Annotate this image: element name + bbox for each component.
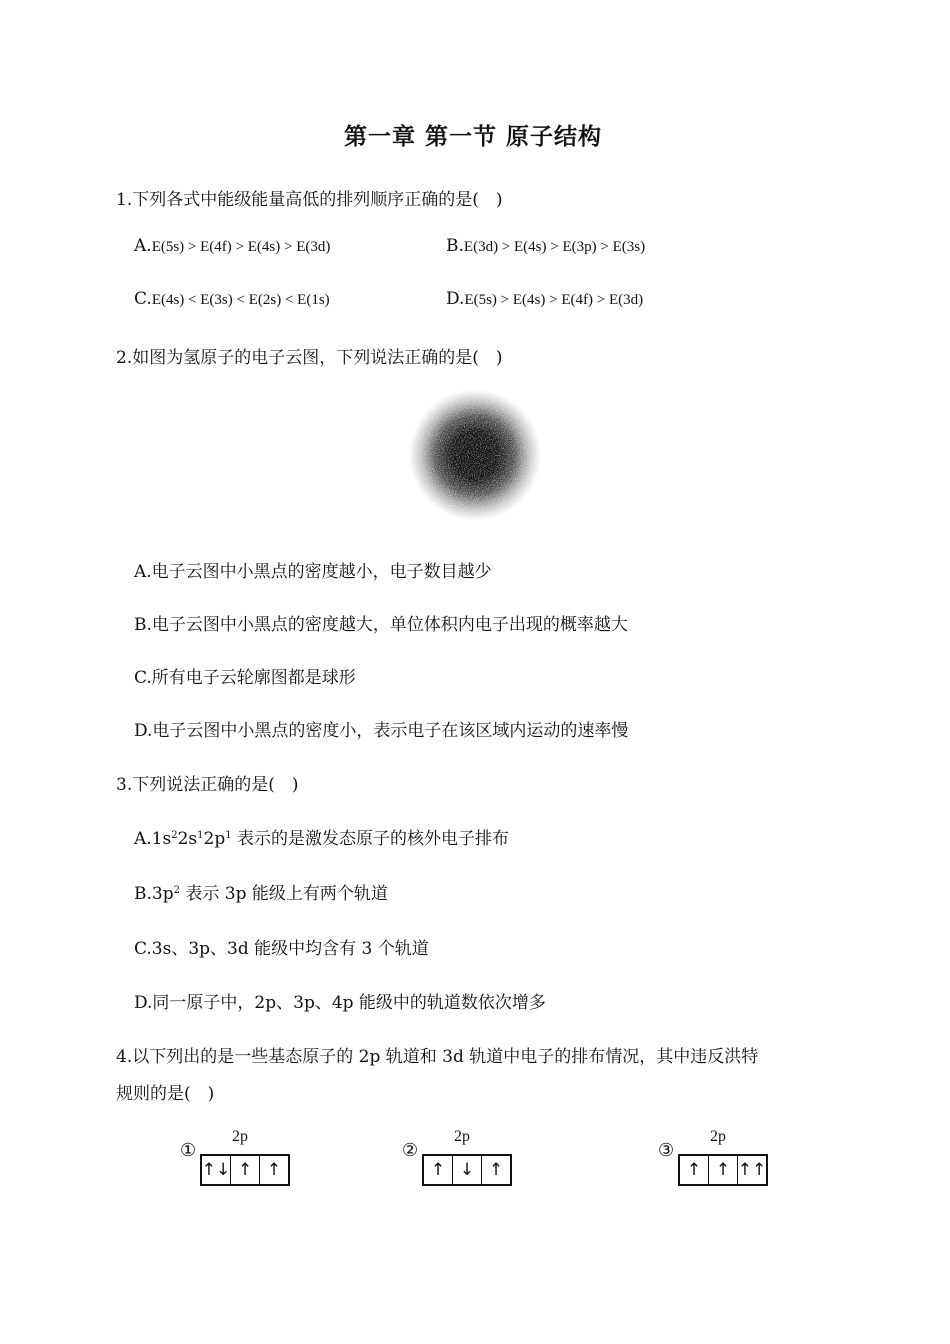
diagram-number: ① xyxy=(180,1140,197,1161)
q3-option-a-sup3: 1 xyxy=(225,830,232,841)
page-title: 第一章 第一节 原子结构 xyxy=(344,123,603,150)
q1-option-a-expr: E(5s) > E(4f) > E(4s) > E(3d) xyxy=(151,239,331,255)
q3-option-b xyxy=(134,879,388,904)
q3-option-a-text4: 表示的是激发态原子的核外电子排布 xyxy=(231,829,510,849)
q1-option-b-expr: E(3d) > E(4s) > E(3p) > E(3s) xyxy=(463,239,646,255)
orbital-cell: ↑ xyxy=(488,1160,504,1180)
electron-cloud-image xyxy=(408,388,542,522)
orbital-boxes xyxy=(678,1154,768,1186)
orbital-cell: ↓ xyxy=(453,1156,482,1184)
q3-option-a-text2: 2s xyxy=(177,829,198,849)
q1-option-c-expr: E(4s) < E(3s) < E(2s) < E(1s) xyxy=(151,292,330,308)
orbital-cell: ↑↓ xyxy=(202,1156,231,1184)
orbital-cell: ↑ xyxy=(424,1156,453,1184)
orbital-cell: ↑ xyxy=(266,1160,282,1180)
q2-option-d: D.电子云图中小黑点的密度小，表示电子在该区域内运动的速率慢 xyxy=(134,721,629,741)
q3-option-a-sup1: 2 xyxy=(171,830,178,841)
q1-option-d-label: D. xyxy=(446,289,465,309)
q3-option-b-sup: 2 xyxy=(173,885,180,896)
q3-option-c: C.3s、3p、3d 能级中均含有 3 个轨道 xyxy=(134,939,429,959)
orbital-label: 2p xyxy=(710,1128,726,1145)
orbital-boxes xyxy=(200,1154,290,1186)
orbital-cell: ↑ xyxy=(709,1156,738,1184)
q2-option-b: B.电子云图中小黑点的密度越大，单位体积内电子出现的概率越大 xyxy=(134,615,628,635)
diagram-number: ③ xyxy=(658,1140,675,1161)
orbital-cell: ↑↑ xyxy=(737,1160,767,1180)
q3-option-b-text2: 表示 3p 能级上有两个轨道 xyxy=(179,884,388,904)
q3-option-a-text1: A.1s xyxy=(134,829,172,849)
orbital-label: 2p xyxy=(232,1128,248,1145)
orbital-boxes xyxy=(422,1154,512,1186)
q1-option-d xyxy=(446,289,643,309)
diagram-number: ② xyxy=(402,1140,419,1161)
q1-option-c-label: C. xyxy=(134,289,152,309)
q3-option-a xyxy=(134,824,509,849)
q1-option-d-expr: E(5s) > E(4s) > E(4f) > E(3d) xyxy=(464,292,644,308)
q1-option-c xyxy=(134,289,330,309)
question-4-stem-line2: 规则的是( ) xyxy=(116,1084,215,1104)
q2-option-c: C.所有电子云轮廓图都是球形 xyxy=(134,668,356,688)
q3-option-a-sup2: 1 xyxy=(197,830,204,841)
q2-option-a: A.电子云图中小黑点的密度越小，电子数目越少 xyxy=(134,562,492,582)
q3-option-a-text3: 2p xyxy=(203,829,226,849)
q3-option-d: D.同一原子中，2p、3p、4p 能级中的轨道数依次增多 xyxy=(134,993,546,1013)
q1-option-a xyxy=(134,236,330,256)
orbital-cell: ↑ xyxy=(680,1156,709,1184)
q1-option-b-label: B. xyxy=(446,236,464,256)
question-4-stem-line1: 4.以下列出的是一些基态原子的 2p 轨道和 3d 轨道中电子的排布情况，其中违反洪特 xyxy=(116,1047,759,1067)
q1-option-a-label: A. xyxy=(134,236,152,256)
q1-option-b xyxy=(446,236,645,256)
question-1-stem: 1.下列各式中能级能量高低的排列顺序正确的是( ) xyxy=(116,190,503,210)
question-2-stem: 2.如图为氢原子的电子云图，下列说法正确的是( ) xyxy=(116,348,503,368)
q3-option-b-text1: B.3p xyxy=(134,884,174,904)
orbital-cell: ↑ xyxy=(231,1156,260,1184)
question-3-stem: 3.下列说法正确的是( ) xyxy=(116,775,299,795)
orbital-label: 2p xyxy=(454,1128,470,1145)
